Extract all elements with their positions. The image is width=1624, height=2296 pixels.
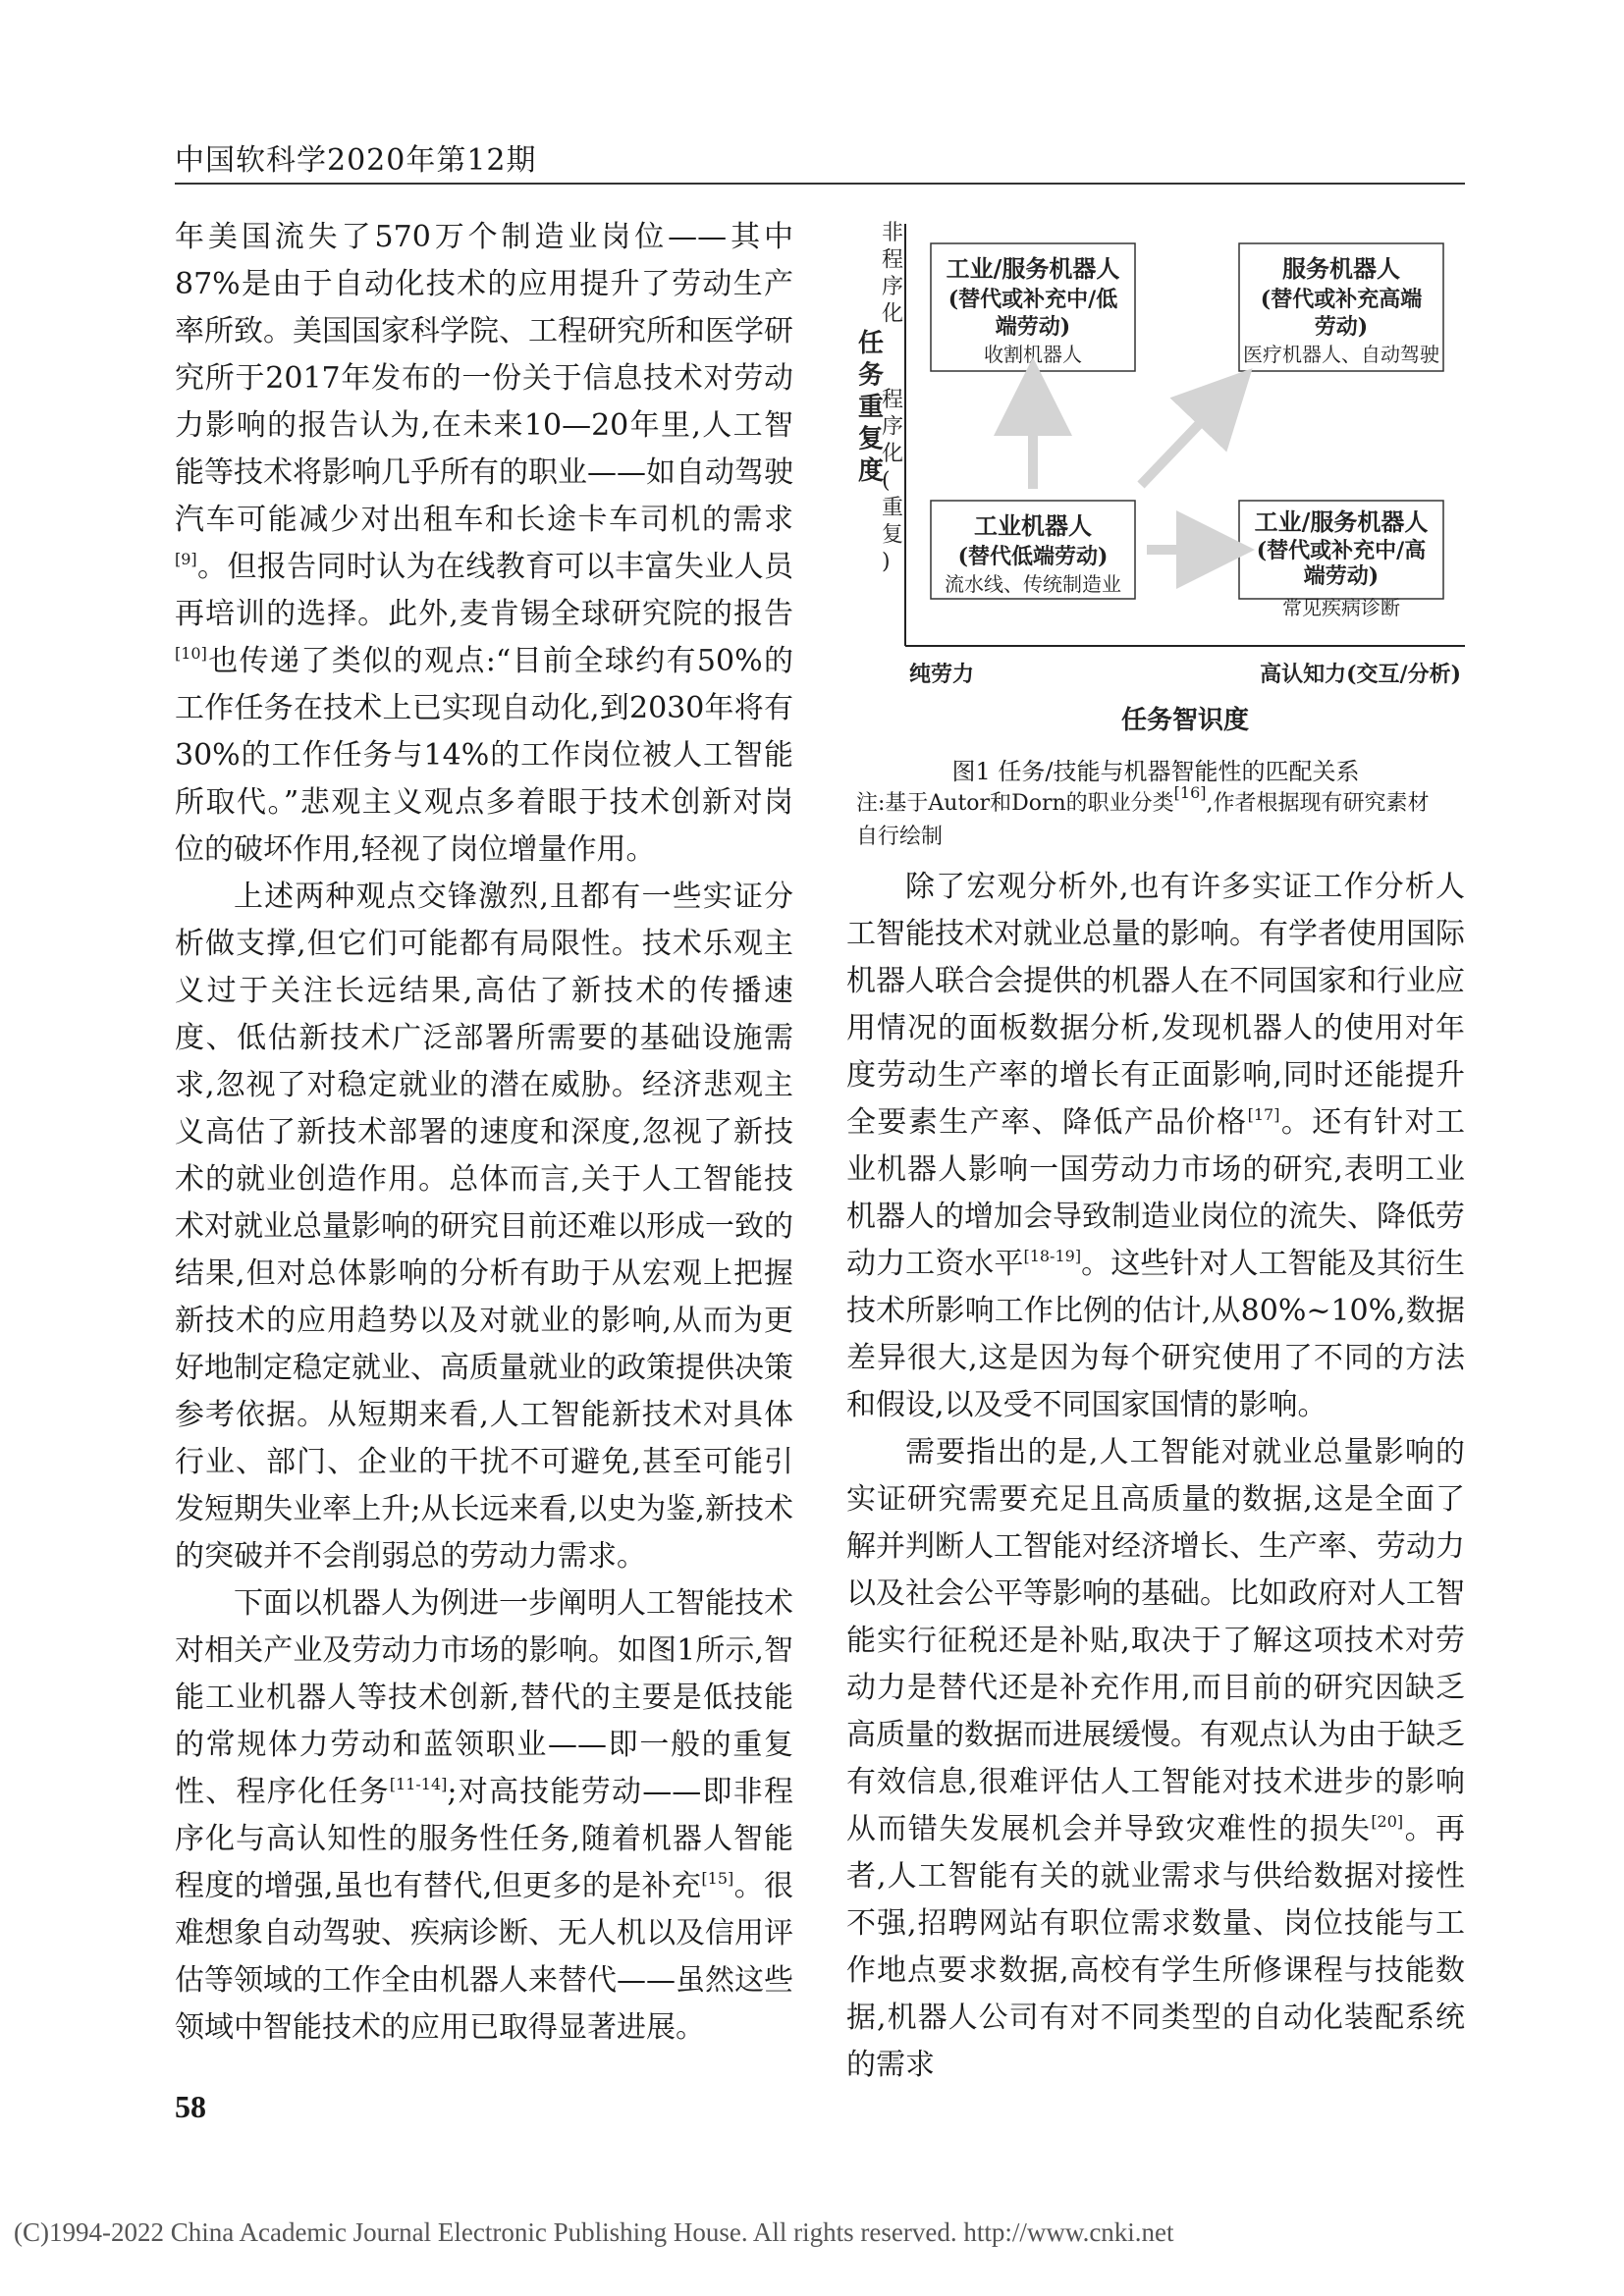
br-title: 工业/服务机器人 bbox=[1254, 507, 1429, 536]
left-column bbox=[175, 214, 793, 2052]
header-divider bbox=[175, 183, 1465, 185]
paragraph: 上述两种观点交锋激烈,且都有一些实证分析做支撑,但它们可能都有局限性。技术乐观主义过于关注长远结果,高估了新技术的传播速度、低估新技术广泛部署所需要的基础设施需求,忽视了对稳定就业的潜在威胁。经济悲观主义高估了新技术部署的速度和深度,忽视了新技术的就业创造作用。总体而言,关于人工智能技术对就业总量影响的研究目前还难以形成一致的结果,但对总体影响的分析有助于从宏观上把握新技术的应用趋势以及对就业的影响,从而为更好地制定稳定就业、高质量就业的政策提供决策参考依据。从短期来看,人工智能新技术对具体行业、部门、企业的干扰不可避免,甚至可能引发短期失业率上升;从长远来看,以史为鉴,新技术的突破并不会削弱总的劳动力需求。 bbox=[175, 880, 793, 1574]
bl-example: 流水线、传统制造业 bbox=[945, 572, 1121, 596]
arrow-diagonal bbox=[1141, 397, 1225, 485]
citation[interactable]: [11-14] bbox=[389, 1775, 448, 1793]
right-column bbox=[846, 864, 1465, 2089]
tl-line2: (替代或补充中/低 bbox=[947, 287, 1118, 312]
x-right-label: 高认知力(交互/分析) bbox=[1260, 662, 1461, 687]
citation[interactable]: [10] bbox=[175, 644, 207, 663]
svg-text:程序化(重复): 程序化(重复) bbox=[882, 388, 904, 574]
tl-line3: 端劳动) bbox=[995, 314, 1071, 340]
paragraph: 下面以机器人为例进一步阐明人工智能技术对相关产业及劳动力市场的影响。如图1所示,智能工业机器人等技术创新,替代的主要是低技能的常规体力劳动和蓝领职业——即一般的重复性、程序化任务[11-14];对高技能劳动——即非程序化与高认知性的服务性任务,随着机器人智能程度的增强,虽也有替代,但更多的是补充[15]。很难想象自动驾驶、疾病诊断、无人机以及信用评估等领域的工作全由机器人来替代——虽然这些领域中智能技术的应用已取得显著进展。 bbox=[175, 1586, 794, 2045]
svg-text:非程序化: 非程序化 bbox=[882, 221, 904, 327]
figure-note: 注:基于Autor和Dorn的职业分类[16],作者根据现有研究素材自行绘制 bbox=[856, 783, 1430, 849]
citation[interactable]: [18-19] bbox=[1023, 1247, 1082, 1265]
citation[interactable]: [9] bbox=[175, 550, 197, 568]
y-axis-title bbox=[858, 329, 884, 486]
journal-header: 中国软科学2020年第12期 bbox=[175, 143, 537, 178]
tr-line2: (替代或补充高端 bbox=[1260, 287, 1423, 312]
tr-example: 医疗机器人、自动驾驶 bbox=[1243, 343, 1439, 366]
y-bottom-label bbox=[882, 388, 903, 574]
paragraph: 年美国流失了570万个制造业岗位——其中87%是由于自动化技术的应用提升了劳动生产率所致。美国国家科学院、工程研究所和医学研究所于2017年发布的一份关于信息技术对劳动力影响的报告认为,在未来10—20年里,人工智能等技术将影响几乎所有的职业——如自动驾驶汽车可能减少对出租车和长途卡车司机的需求[9]。但报告同时认为在线教育可以丰富失业人员再培训的选择。此外,麦肯锡全球研究院的报告[10]也传递了类似的观点:“目前全球约有50%的工作任务在技术上已实现自动化,到2030年将有30%的工作任务与14%的工作岗位被人工智能所取代。”悲观主义观点多着眼于技术创新对岗位的破坏作用,轻视了岗位增量作用。 bbox=[175, 220, 793, 867]
citation[interactable]: [20] bbox=[1371, 1812, 1404, 1831]
x-left-label: 纯劳力 bbox=[909, 662, 975, 687]
svg-text:任务重复度: 任务重复度 bbox=[858, 329, 885, 486]
citation[interactable]: [17] bbox=[1247, 1105, 1280, 1124]
bl-title: 工业机器人 bbox=[974, 511, 1092, 540]
quadrant-diagram bbox=[846, 214, 1465, 744]
paragraph: 除了宏观分析外,也有许多实证工作分析人工智能技术对就业总量的影响。有学者使用国际机器人联合会提供的机器人在不同国家和行业应用情况的面板数据分析,发现机器人的使用对年度劳动生产率的增长有正面影响,同时还能提升全要素生产率、降低产品价格[17]。还有针对工业机器人影响一国劳动力市场的研究,表明工业机器人的增加会导致制造业岗位的流失、降低劳动力工资水平[18-19]。这些针对人工智能及其衍生技术所影响工作比例的估计,从80%~10%,数据差异很大,这是因为每个研究使用了不同的方法和假设,以及受不同国家国情的影响。 bbox=[846, 870, 1466, 1422]
br-example: 常见疾病诊断 bbox=[1282, 596, 1400, 619]
br-line3: 端劳动) bbox=[1303, 563, 1380, 589]
tl-example: 收割机器人 bbox=[984, 343, 1082, 366]
tr-title: 服务机器人 bbox=[1282, 254, 1400, 283]
citation[interactable]: [15] bbox=[701, 1869, 734, 1888]
tl-title: 工业/服务机器人 bbox=[946, 254, 1120, 283]
copyright-footer: (C)1994-2022 China Academic Journal Electronic Publishing House. All rights reserved. http://www.cnki.net bbox=[14, 2217, 1174, 2247]
figure-1 bbox=[846, 214, 1465, 862]
x-axis-title: 任务智识度 bbox=[1120, 706, 1250, 735]
page-number: 58 bbox=[175, 2089, 206, 2124]
bl-line2: (替代低端劳动) bbox=[957, 544, 1109, 569]
figure-caption: 图1 任务/技能与机器智能性的匹配关系 bbox=[951, 758, 1360, 785]
tr-line3: 劳动) bbox=[1314, 314, 1369, 340]
y-top-label bbox=[882, 221, 903, 327]
citation[interactable]: [16] bbox=[1173, 783, 1207, 802]
paragraph: 需要指出的是,人工智能对就业总量影响的实证研究需要充足且高质量的数据,这是全面了解并判断人工智能对经济增长、生产率、劳动力以及社会公平等影响的基础。比如政府对人工智能实行征税还是补贴,取决于了解这项技术对劳动力是替代还是补充作用,而目前的研究因缺乏高质量的数据而进展缓慢。有观点认为由于缺乏有效信息,很难评估人工智能对技术进步的影响从而错失发展机会并导致灾难性的损失[20]。再者,人工智能有关的就业需求与供给数据对接性不强,招聘网站有职位需求数量、岗位技能与工作地点要求数据,高校有学生所修课程与技能数据,机器人公司有对不同类型的自动化装配系统的需求 bbox=[846, 1435, 1466, 2082]
br-line2: (替代或补充中/高 bbox=[1256, 538, 1427, 563]
